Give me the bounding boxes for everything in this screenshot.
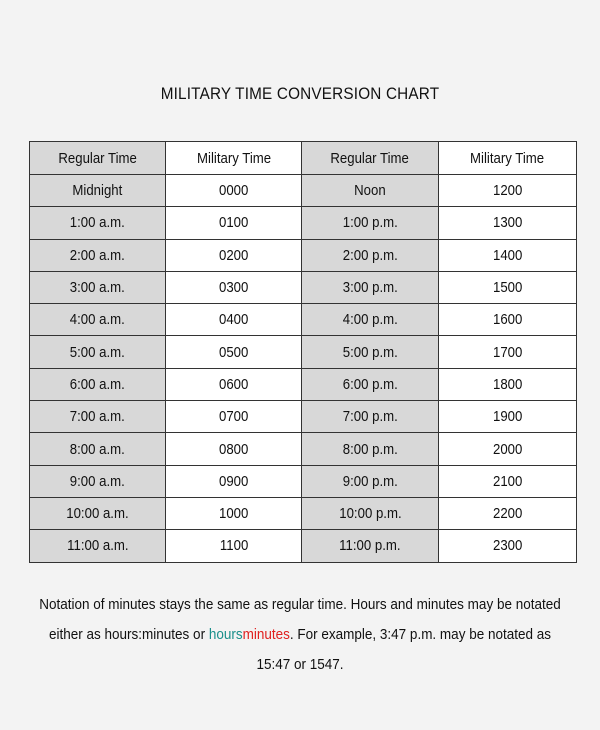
military-time-am-cell: 0900: [166, 465, 302, 497]
military-time-am-cell: 0800: [166, 433, 302, 465]
regular-time-am-cell: 2:00 a.m.: [30, 239, 166, 271]
regular-time-pm-cell: 5:00 p.m.: [302, 336, 438, 368]
military-time-am-cell: 1100: [166, 530, 302, 562]
military-time-pm-cell: 2100: [438, 465, 576, 497]
military-time-am-cell: 0100: [166, 207, 302, 239]
regular-time-pm-cell: 1:00 p.m.: [302, 207, 438, 239]
regular-time-am-cell: 4:00 a.m.: [30, 304, 166, 336]
military-time-am-cell: 0200: [166, 239, 302, 271]
regular-time-am-cell: 10:00 a.m.: [30, 497, 166, 529]
military-time-pm-cell: 1500: [438, 271, 576, 303]
regular-time-am-cell: 6:00 a.m.: [30, 368, 166, 400]
header-military-time-1: Military Time: [166, 142, 302, 175]
military-time-pm-cell: 2300: [438, 530, 576, 562]
military-time-pm-cell: 1800: [438, 368, 576, 400]
table-row: [30, 207, 577, 239]
military-time-am-cell: 0400: [166, 304, 302, 336]
regular-time-pm-cell: 8:00 p.m.: [302, 433, 438, 465]
regular-time-am-cell: 3:00 a.m.: [30, 271, 166, 303]
regular-time-am-cell: 1:00 a.m.: [30, 207, 166, 239]
regular-time-am-cell: 11:00 a.m.: [30, 530, 166, 562]
military-time-am-cell: 0500: [166, 336, 302, 368]
table-row: [30, 336, 577, 368]
regular-time-pm-cell: 2:00 p.m.: [302, 239, 438, 271]
table-row: [30, 530, 577, 562]
table-row: [30, 433, 577, 465]
note-line-3: 15:47 or 1547.: [256, 656, 344, 673]
note-hours-word: hours: [208, 626, 243, 643]
table-row: [30, 497, 577, 529]
table-row: [30, 271, 577, 303]
page-title: MILITARY TIME CONVERSION CHART: [160, 84, 440, 103]
military-time-pm-cell: 1600: [438, 304, 576, 336]
regular-time-am-cell: 9:00 a.m.: [30, 465, 166, 497]
regular-time-am-cell: 7:00 a.m.: [30, 401, 166, 433]
regular-time-pm-cell: 3:00 p.m.: [302, 271, 438, 303]
header-regular-time-2: Regular Time: [302, 142, 438, 175]
regular-time-pm-cell: 4:00 p.m.: [302, 304, 438, 336]
regular-time-pm-cell: 7:00 p.m.: [302, 401, 438, 433]
military-time-pm-cell: 1200: [438, 175, 576, 207]
regular-time-pm-cell: 11:00 p.m.: [302, 530, 438, 562]
regular-time-pm-cell: 10:00 p.m.: [302, 497, 438, 529]
conversion-table: [29, 141, 577, 563]
header-military-time-2: Military Time: [438, 142, 576, 175]
military-time-pm-cell: 2000: [438, 433, 576, 465]
note-minutes-word: minutes: [242, 626, 290, 643]
military-time-pm-cell: 1700: [438, 336, 576, 368]
table-header-row: [30, 142, 577, 175]
notation-note: [0, 590, 600, 680]
regular-time-pm-cell: Noon: [302, 175, 438, 207]
regular-time-am-cell: 8:00 a.m.: [30, 433, 166, 465]
military-time-pm-cell: 2200: [438, 497, 576, 529]
regular-time-am-cell: 5:00 a.m.: [30, 336, 166, 368]
military-time-am-cell: 0600: [166, 368, 302, 400]
military-time-am-cell: 0700: [166, 401, 302, 433]
military-time-am-cell: 0000: [166, 175, 302, 207]
table-row: [30, 304, 577, 336]
note-line-2: either as hours:minutes or hoursminutes. For example, 3:47 p.m. may be notated as: [48, 626, 552, 643]
table-row: [30, 401, 577, 433]
header-regular-time-1: Regular Time: [30, 142, 166, 175]
table-row: [30, 465, 577, 497]
military-time-pm-cell: 1400: [438, 239, 576, 271]
table-row: [30, 239, 577, 271]
regular-time-am-cell: Midnight: [30, 175, 166, 207]
note-line-1: Notation of minutes stays the same as regular time. Hours and minutes may be notated: [39, 596, 561, 613]
military-time-pm-cell: 1300: [438, 207, 576, 239]
military-time-pm-cell: 1900: [438, 401, 576, 433]
table-row: [30, 175, 577, 207]
regular-time-pm-cell: 9:00 p.m.: [302, 465, 438, 497]
military-time-am-cell: 1000: [166, 497, 302, 529]
military-time-am-cell: 0300: [166, 271, 302, 303]
table-row: [30, 368, 577, 400]
regular-time-pm-cell: 6:00 p.m.: [302, 368, 438, 400]
